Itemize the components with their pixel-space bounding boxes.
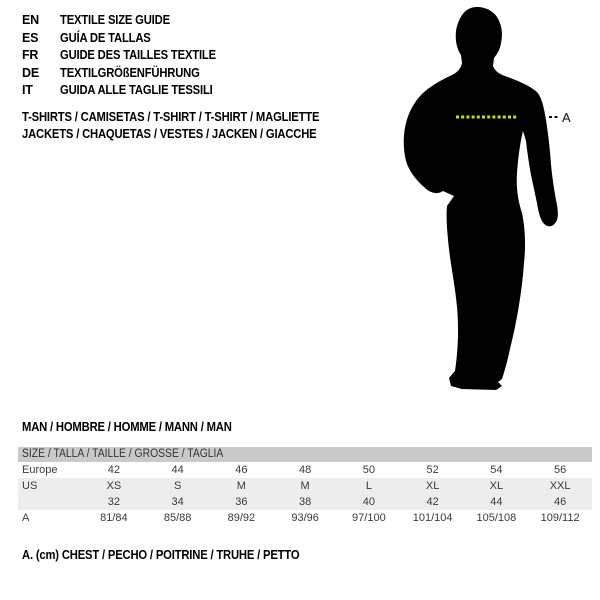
table-cell: L — [365, 480, 372, 492]
language-title: GUÍA DE TALLAS — [60, 30, 151, 45]
size-table-header: SIZE / TALLA / TAILLE / GRÖSSE / TAGLIA — [18, 447, 592, 462]
table-row — [18, 510, 592, 526]
table-cell: XL — [425, 480, 440, 492]
table-cell: 36 — [235, 496, 248, 508]
table-row — [18, 478, 592, 494]
table-cell: 46 — [235, 464, 248, 476]
table-cell: 54 — [490, 464, 503, 476]
language-code: DE — [22, 65, 39, 80]
language-code: FR — [22, 48, 39, 62]
size-table-body — [18, 462, 592, 526]
table-cell: 32 — [107, 496, 120, 508]
category-jackets: JACKETS / CHAQUETAS / VESTES / JACKEN / GIACCHE — [22, 127, 317, 141]
table-cell: S — [173, 480, 182, 492]
table-cell: 34 — [171, 496, 184, 508]
table-row — [18, 494, 592, 510]
table-cell: 97/100 — [352, 512, 386, 524]
table-cell: 89/92 — [227, 512, 256, 524]
table-cell: 109/112 — [540, 512, 580, 524]
table-cell: 101/104 — [412, 512, 453, 524]
language-title: TEXTILE SIZE GUIDE — [60, 13, 170, 27]
table-cell: 56 — [554, 464, 567, 476]
table-cell: 46 — [554, 496, 567, 508]
table-cell: 40 — [362, 496, 375, 508]
table-cell: XXL — [549, 480, 571, 492]
man-silhouette — [404, 7, 558, 390]
table-cell: 42 — [426, 496, 439, 508]
table-cell: 93/96 — [291, 512, 319, 524]
language-code: ES — [22, 30, 39, 45]
table-cell: 48 — [299, 464, 312, 476]
table-row-label: A — [22, 512, 30, 524]
table-cell: 44 — [171, 464, 184, 476]
measure-label-a: A — [562, 110, 571, 125]
table-cell: 81/84 — [100, 512, 128, 524]
table-row — [18, 462, 592, 478]
language-title: GUIDE DES TAILLES TEXTILE — [60, 48, 216, 62]
category-tshirts: T-SHIRTS / CAMISETAS / T-SHIRT / T-SHIRT / MAGLIETTE — [22, 110, 320, 124]
table-cell: 44 — [490, 496, 503, 508]
table-cell: 42 — [107, 464, 120, 476]
size-table — [18, 447, 592, 526]
table-row-label: Europe — [22, 464, 58, 476]
table-cell: XS — [106, 480, 122, 492]
table-cell: M — [236, 480, 246, 492]
table-cell: 52 — [426, 464, 439, 476]
table-cell: 38 — [299, 496, 312, 508]
section-title-man: MAN / HOMBRE / HOMME / MANN / MAN — [22, 420, 232, 434]
language-code: EN — [22, 13, 39, 27]
table-cell: 50 — [362, 464, 375, 476]
table-cell: 85/88 — [163, 512, 192, 524]
table-cell: XL — [489, 480, 504, 492]
language-title: GUIDA ALLE TAGLIE TESSILI — [60, 83, 213, 97]
footnote-chest: A. (cm) CHEST / PECHO / POITRINE / TRUHE / PETTO — [22, 548, 300, 562]
table-cell: M — [300, 480, 310, 492]
language-title: TEXTILGRÖßENFÜHRUNG — [60, 65, 200, 80]
language-code: IT — [22, 83, 33, 97]
table-row-label: US — [22, 480, 38, 492]
table-cell: 105/108 — [476, 512, 517, 524]
table-row-label — [18, 494, 82, 510]
